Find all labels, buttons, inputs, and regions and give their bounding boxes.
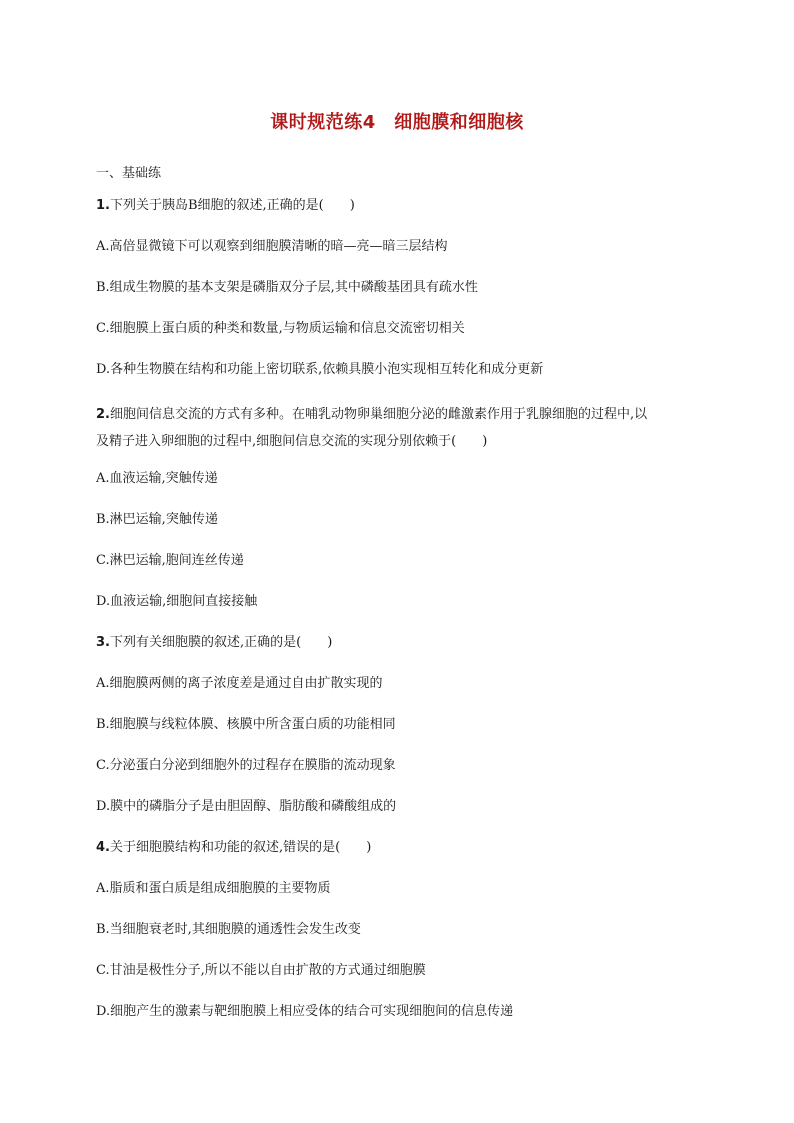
question-2-stem bbox=[96, 401, 700, 455]
question-3-option-d: D.膜中的磷脂分子是由胆固醇、脂肪酸和磷酸组成的 bbox=[96, 799, 397, 814]
question-4-option-c: C.甘油是极性分子,所以不能以自由扩散的方式通过细胞膜 bbox=[96, 963, 426, 978]
question-1-option-a: A.高倍显微镜下可以观察到细胞膜清晰的暗—亮—暗三层结构 bbox=[96, 239, 448, 254]
question-text: 下列关于胰岛B细胞的叙述,正确的是( ) bbox=[109, 198, 355, 213]
question-number: 1. bbox=[96, 198, 110, 213]
question-text-line-1: 细胞间信息交流的方式有多种。在哺乳动物卵巢细胞分泌的雌激素作用于乳腺细胞的过程中,以 bbox=[109, 407, 648, 422]
question-3-option-b: B.细胞膜与线粒体膜、核膜中所含蛋白质的功能相同 bbox=[96, 717, 396, 732]
questions-list bbox=[96, 196, 700, 1043]
question-number: 2. bbox=[96, 407, 110, 422]
question-number: 4. bbox=[96, 840, 110, 855]
question-1-stem bbox=[96, 196, 700, 216]
question-text: 关于细胞膜结构和功能的叙述,错误的是( ) bbox=[109, 840, 372, 855]
question-1-option-c: C.细胞膜上蛋白质的种类和数量,与物质运输和信息交流密切相关 bbox=[96, 321, 465, 336]
question-text-line-2: 及精子进入卵细胞的过程中,细胞间信息交流的实现分别依赖于( ) bbox=[96, 434, 488, 449]
question-2-option-c: C.淋巴运输,胞间连丝传递 bbox=[96, 553, 244, 568]
question-3-option-c: C.分泌蛋白分泌到细胞外的过程存在膜脂的流动现象 bbox=[96, 758, 396, 773]
question-2-option-b: B.淋巴运输,突触传递 bbox=[96, 512, 218, 527]
question-number: 3. bbox=[96, 635, 110, 650]
question-2-option-d: D.血液运输,细胞间直接接触 bbox=[96, 594, 258, 609]
question-3-stem bbox=[96, 633, 700, 653]
question-3-option-a: A.细胞膜两侧的离子浓度差是通过自由扩散实现的 bbox=[96, 676, 383, 691]
question-1-option-d: D.各种生物膜在结构和功能上密切联系,依赖具膜小泡实现相互转化和成分更新 bbox=[96, 362, 544, 377]
section-heading: 一、基础练 bbox=[96, 166, 162, 181]
question-4-option-b: B.当细胞衰老时,其细胞膜的通透性会发生改变 bbox=[96, 922, 361, 937]
page-title: 课时规范练4 细胞膜和细胞核 bbox=[270, 112, 524, 133]
question-4-option-a: A.脂质和蛋白质是组成细胞膜的主要物质 bbox=[96, 881, 331, 896]
question-2-option-a: A.血液运输,突触传递 bbox=[96, 471, 218, 486]
question-text: 下列有关细胞膜的叙述,正确的是( ) bbox=[109, 635, 333, 650]
question-1-option-b: B.组成生物膜的基本支架是磷脂双分子层,其中磷酸基团具有疏水性 bbox=[96, 280, 478, 295]
question-4-stem bbox=[96, 838, 700, 858]
question-4-option-d: D.细胞产生的激素与靶细胞膜上相应受体的结合可实现细胞间的信息传递 bbox=[96, 1004, 514, 1019]
